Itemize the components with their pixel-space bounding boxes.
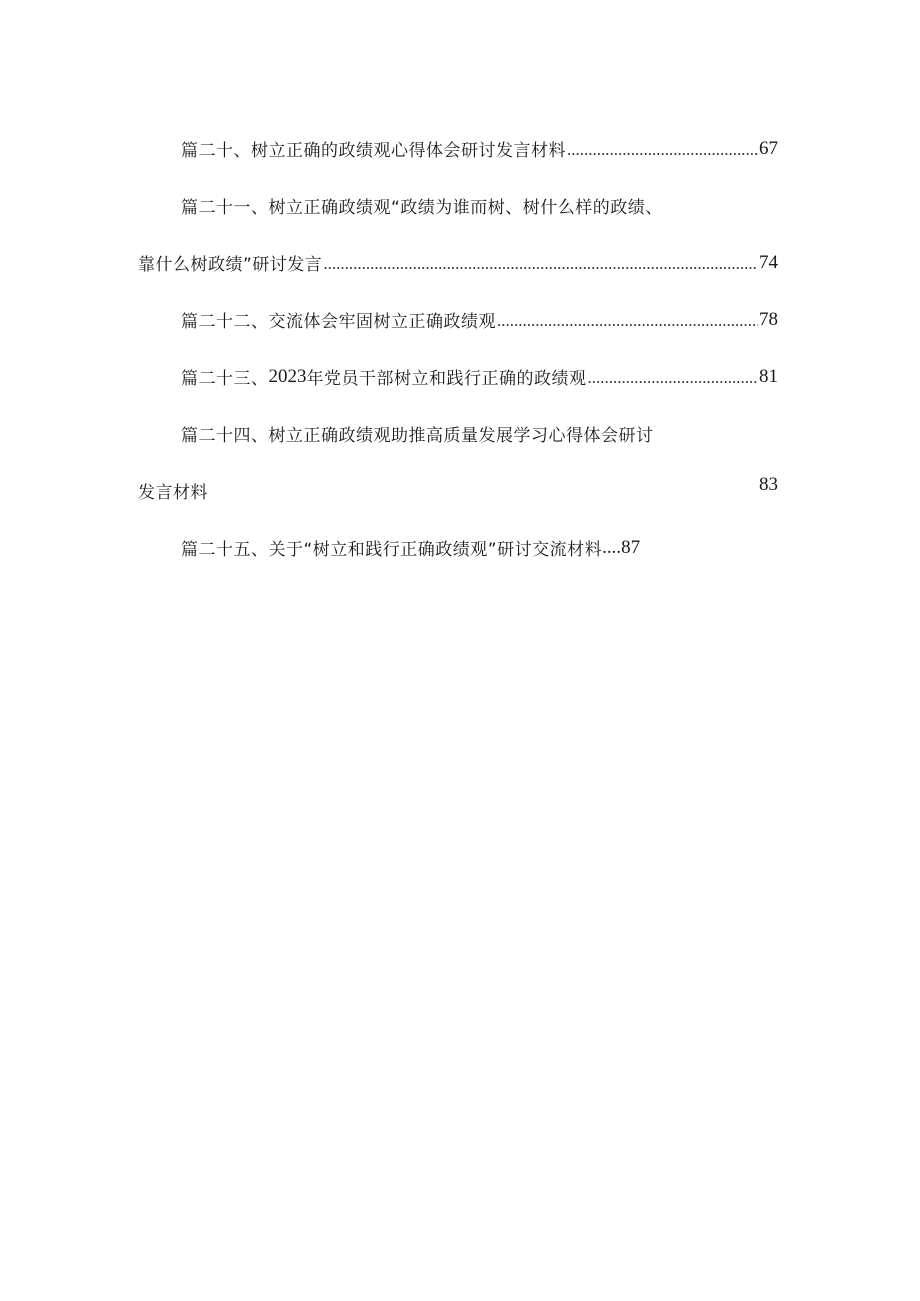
- toc-entry-23[interactable]: [138, 348, 778, 405]
- toc-entry-title: 篇二十四、树立正确政绩观助推高质量发展学习心得体会研讨: [181, 426, 654, 446]
- table-of-contents: [138, 120, 778, 576]
- toc-entry-title: 篇二十一、树立正确政绩观“政绩为谁而树、树什么样的政绩、: [181, 198, 663, 218]
- toc-entry-21-line1[interactable]: [138, 177, 778, 234]
- toc-entry-20[interactable]: [138, 120, 778, 177]
- toc-entry-24-line1[interactable]: [138, 405, 778, 462]
- toc-entry-title: 篇二十、树立正确的政绩观心得体会研讨发言材料: [181, 141, 566, 161]
- toc-page-number: 83: [759, 473, 778, 495]
- toc-leader-dots: [497, 312, 758, 348]
- toc-page-number: 67: [759, 137, 778, 159]
- toc-leader-dots: [323, 255, 758, 291]
- toc-leader-dots: ....: [602, 536, 622, 558]
- toc-page-number: 87: [621, 536, 641, 558]
- toc-entry-title-suffix: 年党员干部树立和践行正确的政绩观: [306, 369, 587, 389]
- toc-leader-dots: [567, 141, 758, 177]
- toc-entry-24-line2[interactable]: [138, 462, 778, 519]
- toc-entry-title-continued: 靠什么树政绩”研讨发言: [138, 255, 323, 275]
- toc-page-number: 74: [759, 251, 778, 273]
- toc-entry-year: 2023: [268, 365, 307, 387]
- toc-leader-dots: [588, 369, 759, 405]
- toc-entry-title-continued: 发言材料: [138, 483, 208, 503]
- toc-entry-22[interactable]: [138, 291, 778, 348]
- toc-entry-title-prefix: 篇二十三、: [181, 369, 269, 389]
- toc-entry-21-line2[interactable]: [138, 234, 778, 291]
- toc-entry-25[interactable]: [138, 519, 778, 576]
- toc-entry-title: 篇二十二、交流体会牢固树立正确政绩观: [181, 312, 496, 332]
- toc-page-number: 78: [759, 308, 778, 330]
- toc-entry-title: 篇二十五、关于“树立和践行正确政绩观”研讨交流材料: [181, 540, 603, 560]
- toc-page-number: 81: [759, 365, 778, 387]
